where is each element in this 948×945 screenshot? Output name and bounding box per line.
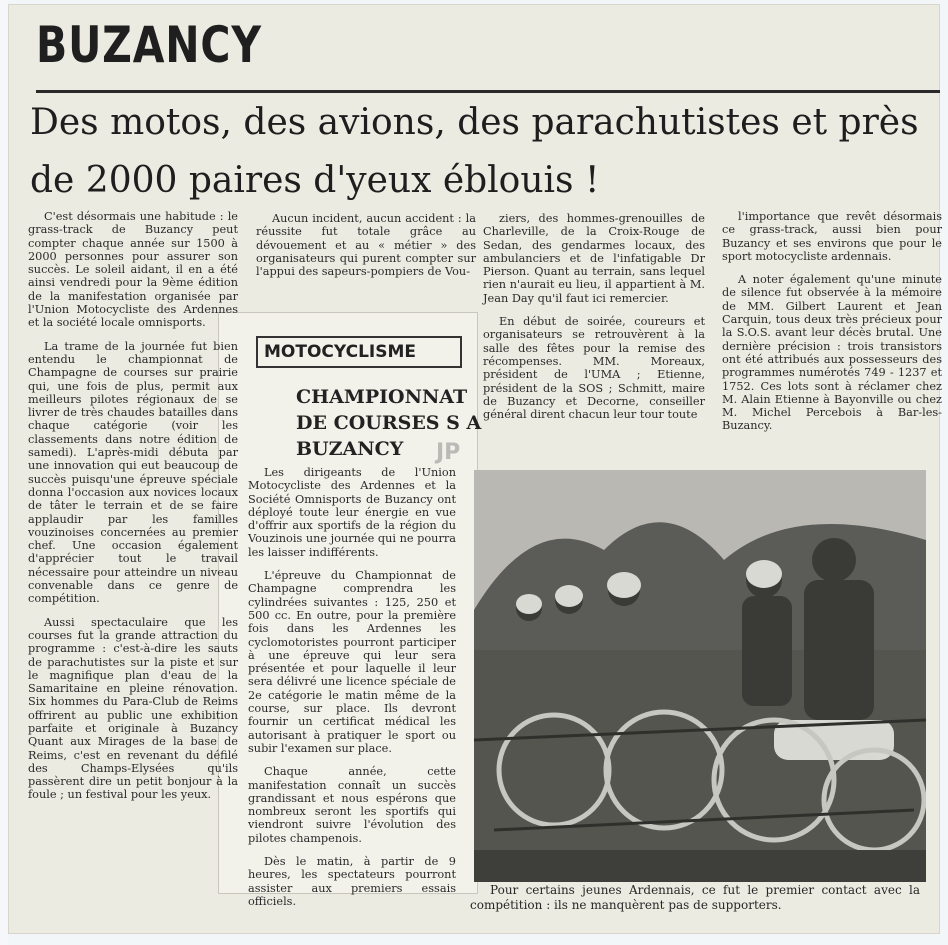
paragraph: Aucun incident, aucun accident : la réussite fut totale grâce au dévouement et au « métier » des organisateurs qui purent compter sur l'appui des sapeurs-pompiers de Vou- [256, 212, 476, 279]
paragraph: Aussi spectaculaire que les courses fut la grande attraction du programme : c'est-à-dire les sauts de parachutistes sur la piste et sur le magnifique plan d'eau de la Samaritaine en pleine rénovation. Six hommes du Para-Club de Reims offrirent au public une exhibition parfaite et originale à Buzancy Quant aux Mirages de la base de Reims, c'est en revenant du défilé des Champs-Elysées qu'ils passèrent dire un petit bonjour à la foule ; un festival pour les yeux. [28, 615, 238, 802]
photo-caption: Pour certains jeunes Ardennais, ce fut le premier contact avec la compétition : ils ne manquèrent pas de supporters. [470, 883, 920, 912]
paragraph: ziers, des hommes-grenouilles de Charleville, de la Croix-Rouge de Sedan, des gendarmes locaux, des ambulanciers et de l'infatigable Dr Pierson. Quant au terrain, sans lequel rien n'aurait eu lieu, il appartient à M. Jean Day qu'il faut ici remercier. [483, 212, 705, 305]
paragraph: Dès le matin, à partir de 9 heures, les spectateurs pourront assister aux premiers essais officiels. [248, 855, 456, 908]
page-margin [0, 0, 8, 945]
paragraph: La trame de la journée fut bien entendu le championnat de Champagne de courses sur prairie qui, une fois de plus, permit aux meilleurs pilotes régionaux de se livrer de très chaudes batailles dans chaque catégorie (voir les classements dans notre édition de samedi). L'après-midi débuta par une innovation qui eut beaucoup de succès puisqu'une épreuve spéciale donna l'occasion aux novices locaux de tâter le terrain et de se faire applaudir par les familles vouzinoises concernées au premier chef. Une occasion également d'apprécier tout le travail nécessaire pour atteindre un niveau convenable dans ce genre de compétition. [28, 339, 238, 606]
article-column-3 [483, 212, 705, 421]
article-column-4 [722, 210, 942, 433]
article-column-1 [28, 210, 238, 802]
paragraph: l'importance que revêt désormais ce grass-track, aussi bien pour Buzancy et ses environs que pour le sport motocycliste ardennais. [722, 210, 942, 263]
section-title: BUZANCY [36, 16, 262, 74]
paragraph: En début de soirée, coureurs et organisateurs se retrouvèrent à la salle des fêtes pour la remise des récompenses. MM. Moreaux, président de l'UMA ; Etienne, président de la SOS ; Schmitt, maire de Buzancy et Decorne, conseiller général dirent chacun leur tour toute [483, 315, 705, 422]
watermark-stamp: JP [436, 440, 461, 465]
paragraph: Chaque année, cette manifestation connaît un succès grandissant et nous espérons que nombreux seront les sportifs qui viendront suivre l'évolution des pilotes champenois. [248, 765, 456, 845]
paragraph: Les dirigeants de l'Union Motocycliste des Ardennes et la Société Omnisports de Buzancy ont déployé toute leur énergie en vue d'offrir aux sportifs de la région du Vouzinois une journée qui ne pourra les laisser indifférents. [248, 466, 456, 559]
article-column-2 [256, 212, 476, 278]
headline: Des motos, des avions, des parachutistes et près de 2000 paires d'yeux éblouis ! [30, 102, 919, 201]
sidebar-title: CHAMPIONNAT DE COURSES S A BUZANCY [296, 386, 482, 460]
title-rule [36, 90, 940, 93]
paragraph: L'épreuve du Championnat de Champagne comprendra les cylindrées suivantes : 125, 250 et 500 cc. En outre, pour la première fois dans les Ardennes les cyclomotoristes pourront participer à une épreuve qui leur sera présentée et pour laquelle il leur sera délivré une licence spéciale de 2e catégorie le matin même de la course, sur place. Ils devront fournir un certificat médical les autorisant à pratiquer le sport ou subir l'examen sur place. [248, 569, 456, 755]
rubric-label: MOTOCYCLISME [256, 336, 462, 368]
photo-illustration [474, 470, 926, 882]
press-photo [474, 470, 926, 882]
paragraph: C'est désormais une habitude : le grass-track de Buzancy peut compter chaque année sur 1500 à 2000 personnes pour assurer son succès. Le soleil aidant, il en a été ainsi vendredi pour la 9ème édition de la manifestation organisée par l'Union Motocycliste des Ardennes et la société locale omnisports. [28, 210, 238, 330]
paragraph: A noter également qu'une minute de silence fut observée à la mémoire de MM. Gilbert Laurent et Jean Carquin, tous deux très précieux pour la S.O.S. avant leur décès brutal. Une dernière précision : trois transistors ont été attribués aux possesseurs des programmes numérotés 749 - 1237 et 1752. Ces lots sont à réclamer chez M. Alain Etienne à Bayonville ou chez M. Michel Percebois à Bar-les-Buzancy. [722, 273, 942, 433]
sidebar-column [248, 466, 456, 908]
